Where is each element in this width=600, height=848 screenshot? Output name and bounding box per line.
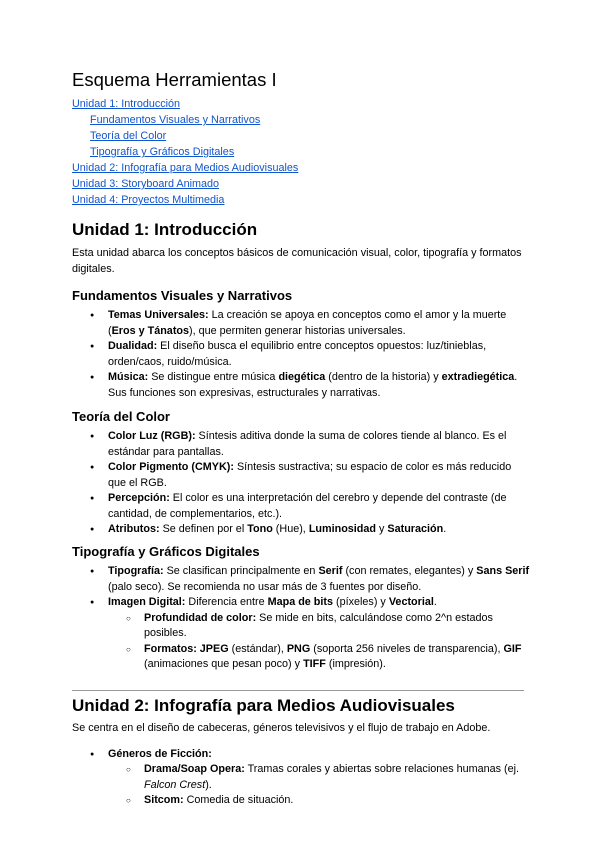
text: Tramas corales y abiertas sobre relaciones humanas (ej. — [244, 763, 520, 775]
bold-text: PNG — [286, 642, 311, 655]
text: Síntesis sustractiva; su espacio de color es más reducido que el RGB. — [108, 461, 512, 489]
list-item — [72, 339, 532, 370]
text: Se definen por el — [159, 523, 248, 535]
text: Síntesis aditiva donde la suma de colores tiende al blanco. Es el estándar para pantallas. — [108, 430, 507, 458]
bold-text: Géneros de Ficción: — [108, 747, 212, 760]
list-item — [72, 522, 532, 538]
text: (estándar), — [228, 642, 287, 655]
unit1-intro: Esta unidad abarca los conceptos básicos de comunicación visual, color, tipografía y formatos digitales. — [72, 247, 522, 275]
unit2-heading: Unidad 2: Infografía para Medios Audiovisuales — [72, 696, 455, 715]
unit1-heading-block — [72, 219, 532, 277]
bold-text: extradiegética — [441, 371, 515, 383]
bold-text: Tipografía: — [108, 565, 164, 577]
list-item — [72, 370, 532, 401]
toc-link[interactable]: Unidad 2: Infografía para Medios Audiovisuales — [72, 162, 299, 174]
list-item — [72, 460, 532, 491]
bullet-list — [72, 564, 532, 673]
list-item — [108, 611, 532, 642]
toc-link[interactable]: Unidad 4: Proyectos Multimedia — [72, 194, 225, 206]
bold-text: Sitcom: — [144, 794, 184, 806]
bold-text: diegética — [278, 371, 326, 383]
bold-text: Percepción: — [108, 492, 170, 504]
text: (impresión). — [325, 658, 386, 670]
text: Se mide en bits, calculándose como 2^n estados posibles. — [144, 611, 493, 639]
bold-text: Mapa de bits — [267, 596, 334, 608]
bullet-list — [72, 429, 532, 538]
toc-link[interactable]: Tipografía y Gráficos Digitales — [90, 146, 235, 158]
section-heading: Tipografía y Gráficos Digitales — [72, 544, 260, 559]
toc-link[interactable]: Unidad 1: Introducción — [72, 98, 181, 110]
toc-link[interactable]: Fundamentos Visuales y Narrativos — [90, 114, 261, 126]
bold-text: Color Luz (RGB): — [108, 430, 196, 442]
bold-text: Atributos: — [108, 523, 160, 535]
bold-text: Saturación — [387, 523, 444, 535]
divider — [72, 690, 524, 691]
unit1-heading: Unidad 1: Introducción — [72, 220, 258, 239]
bold-text: Eros y Tánatos — [111, 324, 190, 337]
list-item — [72, 564, 532, 595]
text: La creación se apoya en conceptos como el amor y la muerte ( — [108, 309, 507, 337]
text: (animaciones que pesan poco) y — [144, 658, 304, 670]
bold-text: GIF — [503, 642, 522, 655]
text: Se clasifican principalmente en — [163, 565, 319, 577]
bold-text: TIFF — [303, 658, 326, 670]
text: . Sus funciones son expresivas, estructurales y narrativas. — [108, 371, 518, 399]
toc-link[interactable]: Unidad 3: Storyboard Animado — [72, 178, 220, 190]
text: (Hue), — [272, 523, 309, 535]
section-teoria-color — [72, 408, 532, 538]
bold-text: Tono — [247, 523, 273, 535]
section-fundamentos — [72, 287, 532, 401]
text: . — [433, 596, 437, 608]
text: (palo seco). Se recomienda no usar más de 3 fuentes por diseño. — [108, 580, 422, 593]
bold-text: Dualidad: — [108, 340, 158, 352]
unit2-intro: Se centra en el diseño de cabeceras, géneros televisivos y el flujo de trabajo en Adobe. — [72, 722, 491, 734]
sub-list — [108, 611, 532, 673]
section-heading: Fundamentos Visuales y Narrativos — [72, 288, 293, 303]
unit2-block — [72, 695, 532, 809]
text: Falcon Crest — [144, 778, 206, 791]
bold-text: Música: — [108, 371, 149, 383]
section-tipografia — [72, 543, 532, 673]
list-item — [108, 762, 532, 793]
bold-text: Vectorial — [388, 596, 434, 608]
text: (con remates, elegantes) y — [342, 565, 477, 577]
list-item — [108, 793, 532, 809]
list-item — [108, 642, 532, 673]
text: (dentro de la historia) y — [325, 371, 442, 383]
text: y — [376, 523, 388, 535]
bold-text: Sans Serif — [476, 565, 530, 577]
list-item — [72, 595, 532, 673]
unit2-list — [72, 747, 532, 809]
text: . — [443, 523, 447, 535]
bold-text: Color Pigmento (CMYK): — [108, 461, 234, 473]
list-item — [72, 491, 532, 522]
bold-text: Serif — [318, 565, 343, 577]
toc-link[interactable]: Teoría del Color — [90, 130, 167, 142]
text: (soporta 256 niveles de transparencia), — [310, 642, 504, 655]
bold-text: Drama/Soap Opera: — [144, 763, 245, 775]
bold-text: Imagen Digital: — [108, 596, 186, 608]
list-item — [72, 429, 532, 460]
document-title: Esquema Herramientas I — [72, 69, 277, 90]
sub-list — [108, 762, 532, 809]
text: El color es una interpretación del cerebro y depende del contraste (de cantidad, de complementarios, etc.). — [108, 492, 507, 520]
text: Comedia de situación. — [183, 794, 294, 806]
table-of-contents — [72, 96, 298, 208]
text: Diferencia entre — [185, 596, 268, 608]
text: Se distingue entre música — [148, 371, 279, 383]
text: El diseño busca el equilibrio entre conceptos opuestos: luz/tinieblas, orden/caos, ruido/música. — [108, 340, 487, 368]
bold-text: JPEG — [199, 642, 229, 655]
bold-text: Profundidad de color: — [144, 611, 257, 624]
bullet-list — [72, 308, 532, 401]
text: ), que permiten generar historias universales. — [189, 324, 406, 337]
list-item — [72, 308, 532, 339]
section-heading: Teoría del Color — [72, 409, 170, 424]
bold-text: Temas Universales: — [108, 309, 209, 321]
bold-text: Luminosidad — [308, 523, 376, 535]
text: ). — [205, 778, 212, 791]
list-item — [72, 747, 532, 809]
text: (píxeles) y — [333, 596, 389, 608]
bold-text: Formatos: — [144, 642, 197, 655]
